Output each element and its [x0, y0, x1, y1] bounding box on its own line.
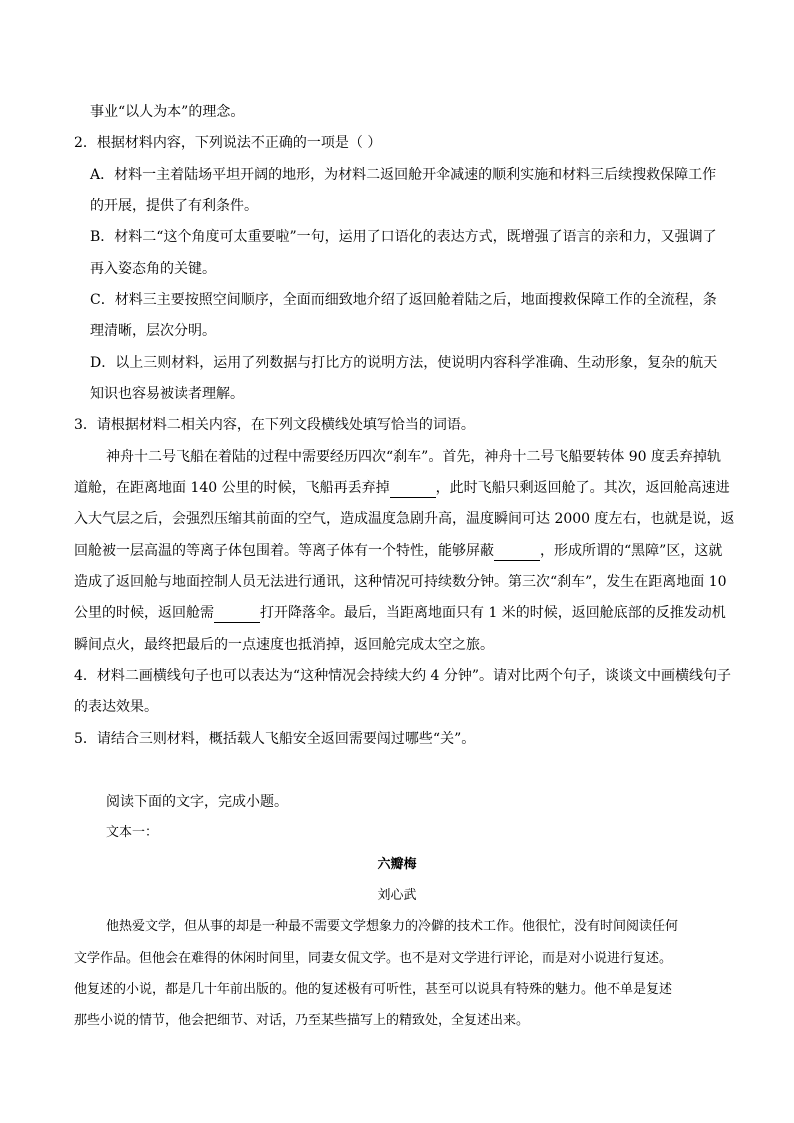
q3-passage-line3: 入大气层之后，会强烈压缩其前面的空气，造成温度急剧升高，温度瞬间可达 2000 度左右，也就是说，返 [74, 511, 735, 527]
q3-stem: 3．请根据材料二相关内容，在下列文段横线处填写恰当的词语。 [74, 417, 475, 433]
article-line-4: 那些小说的情节，他会把细节、对话，乃至某些描写上的精致处，全复述出来。 [74, 1013, 530, 1028]
fill-blank-1[interactable] [390, 479, 436, 498]
q2-option-a-line2: 的开展，提供了有利条件。 [90, 198, 258, 214]
q3-passage-line7: 瞬间点火，最终把最后的一点速度也抵消掉，返回舱完成太空之旅。 [74, 637, 494, 653]
q4-line1: 4．材料二画横线句子也可以表达为“这种情况会持续大约 4 分钟”。请对比两个句子，谈谈文中画横线句子 [74, 668, 732, 684]
q3-passage-line6 [74, 604, 726, 623]
text-one-label: 文本一： [106, 825, 159, 840]
article-line-2: 文学作品。但他会在难得的休闲时间里，同妻女侃文学。也不是对文学进行评论，而是对小说进行复述。 [74, 951, 673, 966]
article-title: 六瓣梅 [377, 857, 417, 872]
q3-line4-before-blank: 回舱被一层高温的等离子体包围着。等离子体有一个特性，能够屏蔽 [74, 543, 494, 559]
q5-stem: 5．请结合三则材料，概括载人飞船安全返回需要闯过哪些“关”。 [74, 731, 476, 747]
q2-stem: 2．根据材料内容，下列说法不正确的一项是（ ） [74, 135, 382, 151]
q3-passage-line4 [74, 542, 722, 561]
q2-option-c-line2: 理清晰，层次分明。 [90, 323, 216, 339]
q3-line6-after-blank: 打开降落伞。最后，当距离地面只有 1 米的时候，返回舱底部的反推发动机 [260, 605, 726, 621]
q4-line2: 的表达效果。 [74, 699, 158, 715]
q3-passage-line1: 神舟十二号飞船在着陆的过程中需要经历四次“刹车”。首先，神舟十二号飞船要转体 90 度丢弃掉轨 [106, 449, 722, 465]
q3-line4-after-blank: ，形成所谓的“黑障”区，这就 [540, 543, 723, 559]
q3-line6-before-blank: 公里的时候，返回舱需 [74, 605, 214, 621]
q3-line2-after-blank: ，此时飞船只剩返回舱了。其次，返回舱高速进 [435, 480, 730, 496]
q2-option-b-line2: 再入姿态角的关键。 [90, 261, 216, 277]
reading-intro: 阅读下面的文字，完成小题。 [106, 794, 288, 810]
article-author: 刘心武 [377, 888, 417, 903]
fill-blank-2[interactable] [494, 542, 540, 561]
q2-option-a-line1: A．材料一主着陆场平坦开阔的地形，为材料二返回舱开伞减速的顺利实施和材料三后续搜救保障工作 [90, 167, 717, 183]
q2-option-c-line1: C．材料三主要按照空间顺序，全面而细致地介绍了返回舱着陆之后，地面搜救保障工作的全流程，条 [90, 292, 717, 308]
q2-option-d-line2: 知识也容易被读者理解。 [90, 386, 244, 402]
q3-line2-before-blank: 道舱，在距离地面 140 公里的时候，飞船再丢弃掉 [74, 480, 390, 496]
q2-option-b-line1: B．材料二“这个角度可太重要啦”一句，运用了口语化的表达方式，既增强了语言的亲和力，又强调了 [90, 229, 717, 245]
q3-passage-line5: 造成了返回舱与地面控制人员无法进行通讯，这种情况可持续数分钟。第三次“刹车”，发生在距离地面 10 [74, 574, 727, 590]
q1-tail-line: 事业“以人为本”的理念。 [90, 104, 245, 120]
article-line-1: 他热爱文学，但从事的却是一种最不需要文学想象力的冷僻的技术工作。他很忙，没有时间阅读任何 [106, 919, 679, 934]
article-line-3: 他复述的小说，都是几十年前出版的。他的复述极有可听性，甚至可以说具有特殊的魅力。他不单是复述 [74, 982, 673, 997]
q2-option-d-line1: D．以上三则材料，运用了列数据与打比方的说明方法，使说明内容科学准确、生动形象，复杂的航天 [90, 355, 718, 371]
q3-passage-line2 [74, 479, 730, 498]
fill-blank-3[interactable] [214, 604, 260, 623]
